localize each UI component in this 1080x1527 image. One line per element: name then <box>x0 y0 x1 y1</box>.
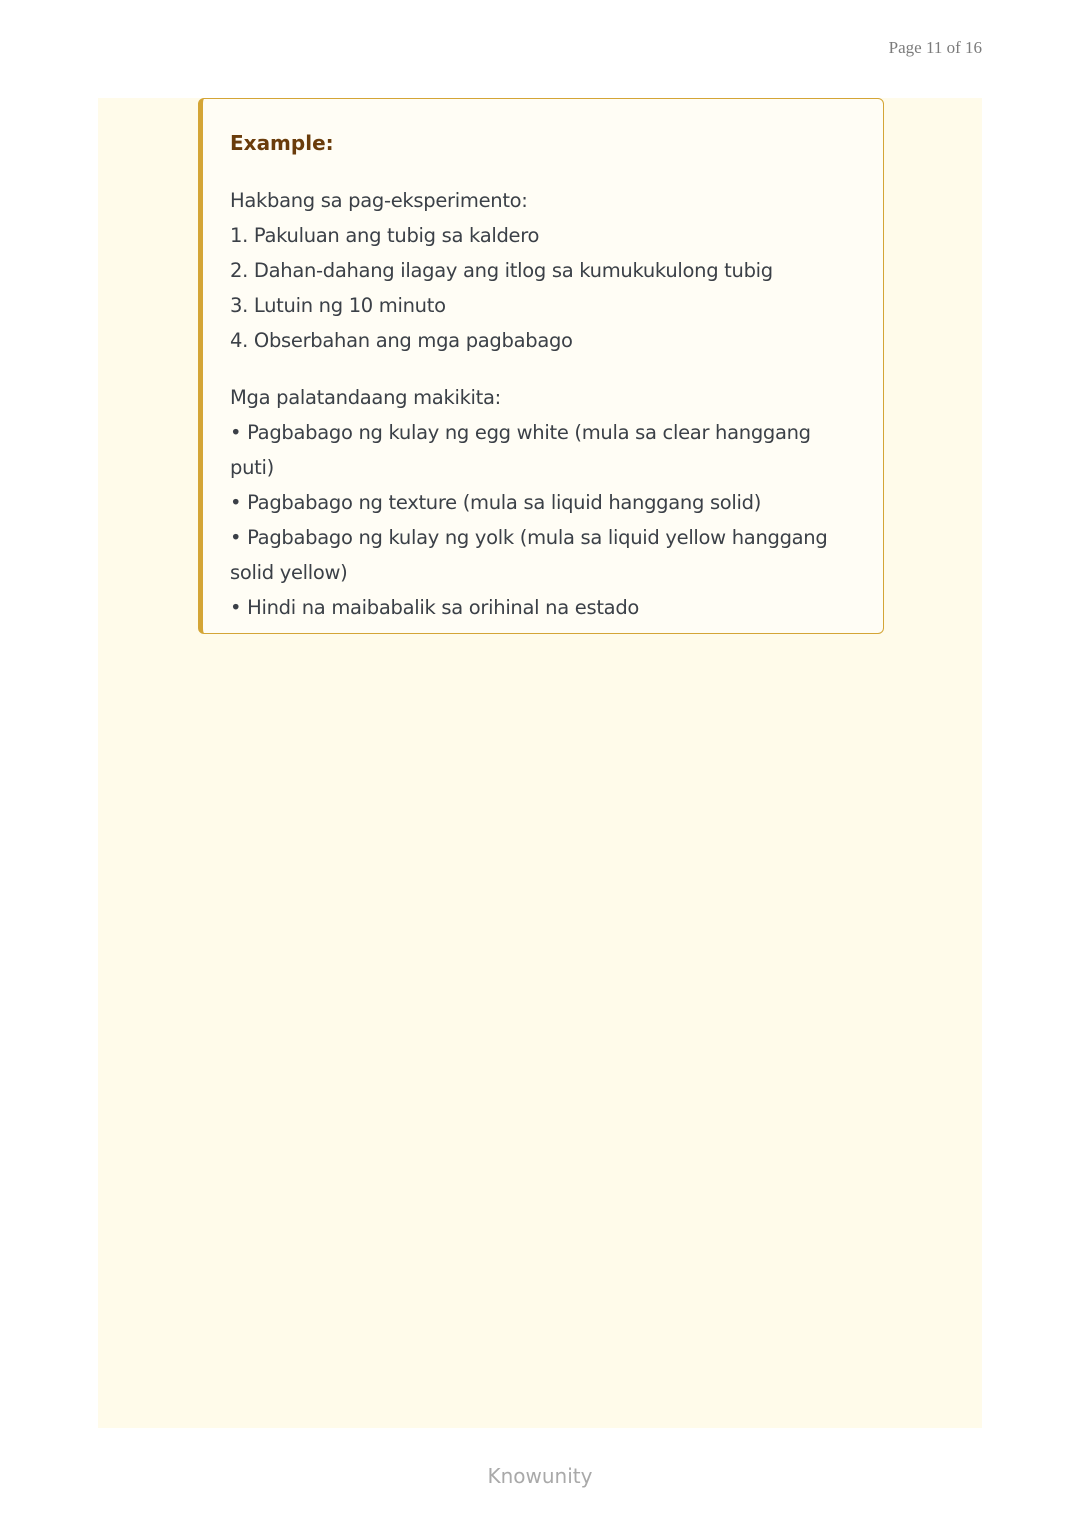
footer-brand: Knowunity <box>487 1464 593 1488</box>
signs-heading: Mga palatandaang makikita: <box>230 386 501 409</box>
page-number: Page 11 of 16 <box>888 38 982 57</box>
example-box <box>198 98 884 634</box>
steps-section <box>230 183 857 358</box>
step-item: 4. Obserbahan ang mga pagbabago <box>230 329 573 352</box>
steps-heading: Hakbang sa pag-eksperimento: <box>230 189 528 212</box>
step-item: 1. Pakuluan ang tubig sa kaldero <box>230 224 540 247</box>
example-title: Example: <box>230 131 334 155</box>
sign-item: • Pagbabago ng kulay ng yolk (mula sa liquid yellow hanggang <box>230 526 828 549</box>
sign-item: • Hindi na maibabalik sa orihinal na estado <box>230 596 640 619</box>
step-item: 3. Lutuin ng 10 minuto <box>230 294 446 317</box>
content-area <box>98 98 982 1428</box>
step-item: 2. Dahan-dahang ilagay ang itlog sa kumukukulong tubig <box>230 259 773 282</box>
signs-section <box>230 380 857 625</box>
sign-item: • Pagbabago ng texture (mula sa liquid hanggang solid) <box>230 491 762 514</box>
sign-item-continuation: solid yellow) <box>230 561 348 584</box>
sign-item: • Pagbabago ng kulay ng egg white (mula sa clear hanggang puti) <box>230 421 811 479</box>
